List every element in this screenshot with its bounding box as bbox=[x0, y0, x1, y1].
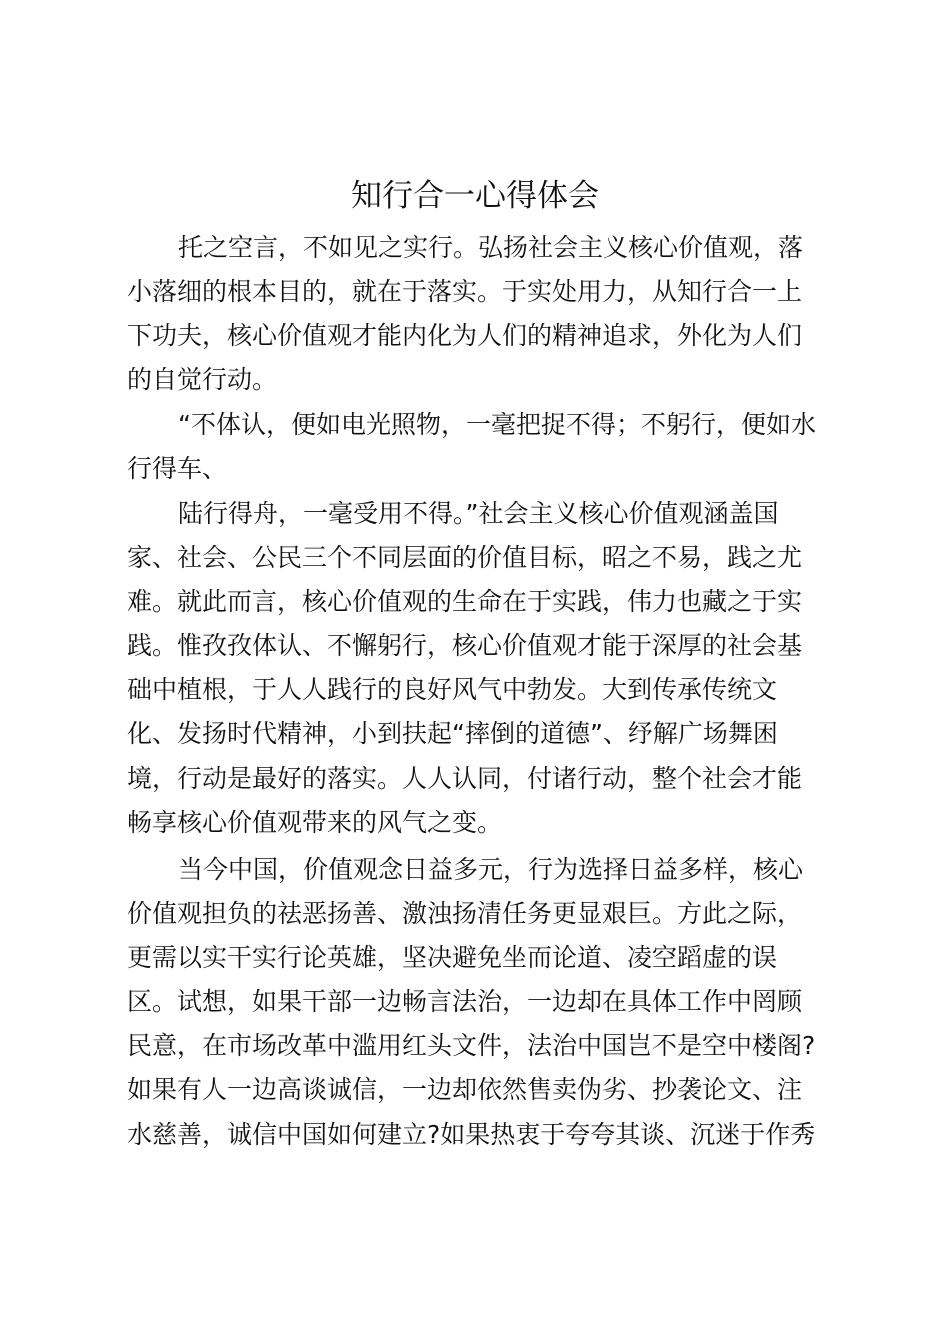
body-line: 家、社会、公民三个不同层面的价值目标，昭之不易，践之尤 bbox=[127, 543, 803, 572]
body-line: 民意，在市场改革中滥用红头文件，法治中国岂不是空中楼阁? bbox=[127, 1031, 816, 1060]
body-line: 如果有人一边高谈诚信，一边却依然售卖伪劣、抄袭论文、注 bbox=[127, 1075, 803, 1104]
document-title: 知行合一心得体会 bbox=[351, 178, 599, 214]
body-line: 区。试想，如果干部一边畅言法治，一边却在具体工作中罔顾 bbox=[127, 987, 803, 1016]
body-line: 下功夫，核心价值观才能内化为人们的精神追求，外化为人们 bbox=[127, 321, 803, 350]
body-line: “不体认，便如电光照物，一毫把捉不得；不躬行，便如水 bbox=[178, 410, 816, 439]
body-line: 更需以实干实行论英雄，坚决避免坐而论道、凌空蹈虚的误 bbox=[127, 943, 778, 972]
body-line: 的自觉行动。 bbox=[127, 365, 278, 394]
body-line: 畅享核心价值观带来的风气之变。 bbox=[127, 808, 503, 837]
body-line: 托之空言，不如见之实行。弘扬社会主义核心价值观，落 bbox=[178, 233, 804, 262]
body-line: 价值观担负的祛恶扬善、激浊扬清任务更显艰巨。方此之际， bbox=[127, 899, 803, 928]
body-line: 陆行得舟，一毫受用不得。”社会主义核心价值观涵盖国 bbox=[178, 499, 779, 528]
body-line: 小落细的根本目的，就在于落实。于实处用力，从知行合一上 bbox=[127, 277, 803, 306]
body-line: 境，行动是最好的落实。人人认同，付诸行动，整个社会才能 bbox=[127, 764, 803, 793]
body-line: 化、发扬时代精神，小到扶起“摔倒的道德”、纾解广场舞困 bbox=[127, 719, 778, 748]
body-line: 水慈善，诚信中国如何建立?如果热衷于夸夸其谈、沉迷于作秀 bbox=[127, 1120, 816, 1149]
body-line: 当今中国，价值观念日益多元，行为选择日益多样，核心 bbox=[178, 855, 804, 884]
body-line: 难。就此而言，核心价值观的生命在于实践，伟力也藏之于实 bbox=[127, 587, 803, 616]
body-line: 践。惟孜孜体认、不懈躬行，核心价值观才能于深厚的社会基 bbox=[127, 631, 803, 660]
body-line: 行得车、 bbox=[127, 454, 228, 483]
body-line: 础中植根，于人人践行的良好风气中勃发。大到传承传统文 bbox=[127, 675, 778, 704]
